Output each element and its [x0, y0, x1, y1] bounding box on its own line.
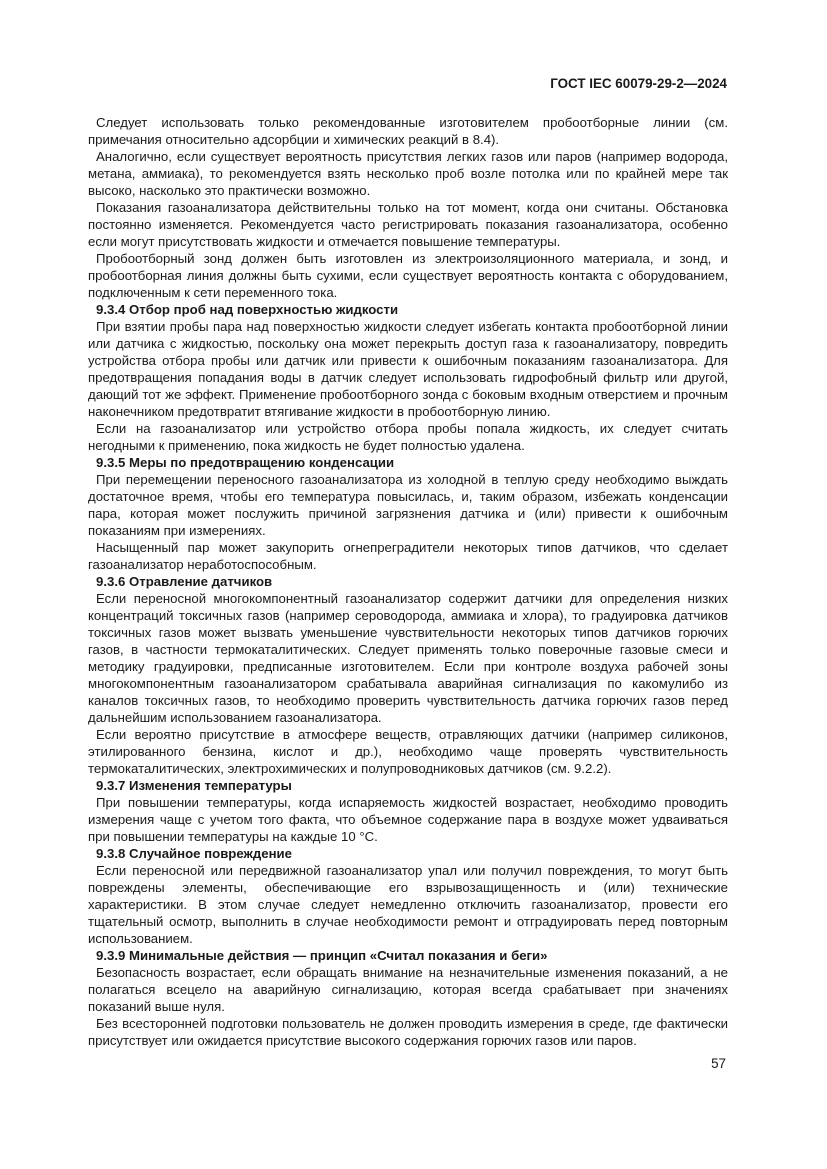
- section-heading-9-3-7: 9.3.7 Изменения температуры: [96, 778, 292, 793]
- paragraph: Без всесторонней подготовки пользователь не должен проводить измерения в среде, где фактически присутствует или ожидается присутствие высокого содержания горючих газов или паров.: [88, 1016, 728, 1048]
- paragraph: Безопасность возрастает, если обращать внимание на незначительные изменения показаний, а не полагаться всецело на аварийную сигнализацию, которая всегда срабатывает при значениях показаний выше нуля.: [88, 965, 728, 1014]
- paragraph: Показания газоанализатора действительны только на тот момент, когда они считаны. Обстановка постоянно изменяется. Рекомендуется часто регистрировать показания газоанализатора, особенно если могут присутствовать жидкости и отмечается повышение температуры.: [88, 200, 728, 249]
- paragraph: Аналогично, если существует вероятность присутствия легких газов или паров (например водорода, метана, аммиака), то рекомендуется взять несколько проб возле потолка или по крайней мере так высоко, насколько это практически возможно.: [88, 149, 728, 198]
- paragraph: При взятии пробы пара над поверхностью жидкости следует избегать контакта пробоотборной линии или датчика с жидкостью, поскольку она может перекрыть доступ газа к газоанализатору, повредить устройства отбора пробы или датчик или привести к ошибочным показаниям газоанализатора. Для предотвращения попадания воды в датчик следует использовать гидрофобный фильтр или другой, дающий тот же эффект. Применение пробоотборного зонда с боковым входным отверстием и прочным наконечником предотвратит втягивание жидкости в пробоотборную линию.: [88, 319, 728, 419]
- section-heading-9-3-5: 9.3.5 Меры по предотвращению конденсации: [96, 455, 395, 470]
- paragraph: Если переносной или передвижной газоанализатор упал или получил повреждения, то могут быть повреждены элементы, обеспечивающие его взрывозащищенность и (или) технические характеристики. В этом случае следует немедленно отключить газоанализатор, провести его тщательный осмотр, выполнить в случае необходимости ремонт и отградуировать перед повторным использованием.: [88, 863, 728, 946]
- paragraph: Насыщенный пар может закупорить огнепреградители некоторых типов датчиков, что сделает газоанализатор неработоспособным.: [88, 540, 728, 572]
- paragraph: Пробоотборный зонд должен быть изготовлен из электроизоляционного материала, и зонд, и пробоотборная линия должны быть сухими, если существует вероятность контакта с оборудованием, подключенным к сети переменного тока.: [88, 251, 728, 300]
- section-heading-9-3-8: 9.3.8 Случайное повреждение: [96, 846, 292, 861]
- section-heading-9-3-9: 9.3.9 Минимальные действия — принцип «Считал показания и беги»: [96, 948, 548, 963]
- document-body: [88, 114, 728, 1049]
- section-heading-9-3-6: 9.3.6 Отравление датчиков: [96, 574, 273, 589]
- page-number: 57: [711, 1056, 726, 1071]
- paragraph: При перемещении переносного газоанализатора из холодной в теплую среду необходимо выждать достаточное время, чтобы его температура повысилась, и, таким образом, избежать конденсации пара, которая может послужить причиной загрязнения датчика и (или) привести к ошибочным показаниям при измерениях.: [88, 472, 728, 538]
- paragraph: Если переносной многокомпонентный газоанализатор содержит датчики для определения низких концентраций токсичных газов (например сероводорода, аммиака и хлора), то градуировка датчиков токсичных газов может вызвать уменьшение чувствительности некоторых типов датчиков горючих газов, в частности термокаталитических. Следует применять только поверочные газовые смеси и методику градуировки, предписанные изготовителем. Если при контроле воздуха рабочей зоны многокомпонентным газоанализатором срабатывала аварийная сигнализация по какомулибо из каналов токсичных газов, то необходимо проверить чувствительность датчика горючих газов перед дальнейшим использованием газоанализатора.: [88, 591, 728, 725]
- document-code-header: ГОСТ IEC 60079-29-2—2024: [550, 76, 727, 91]
- paragraph: Если вероятно присутствие в атмосфере веществ, отравляющих датчики (например силиконов, этилированного бензина, кислот и др.), необходимо чаще проверять чувствительность термокаталитических, электрохимических и полупроводниковых датчиков (см. 9.2.2).: [88, 727, 728, 776]
- paragraph: При повышении температуры, когда испаряемость жидкостей возрастает, необходимо проводить измерения чаще с учетом того факта, что объемное содержание пара в воздухе может удваиваться при повышении температуры на каждые 10 °С.: [88, 795, 728, 844]
- section-heading-9-3-4: 9.3.4 Отбор проб над поверхностью жидкости: [96, 302, 399, 317]
- paragraph: Если на газоанализатор или устройство отбора пробы попала жидкость, их следует считать негодными к применению, пока жидкость не будет полностью удалена.: [88, 421, 728, 453]
- paragraph: Следует использовать только рекомендованные изготовителем пробоотборные линии (см. примечания относительно адсорбции и химических реакций в 8.4).: [88, 115, 728, 147]
